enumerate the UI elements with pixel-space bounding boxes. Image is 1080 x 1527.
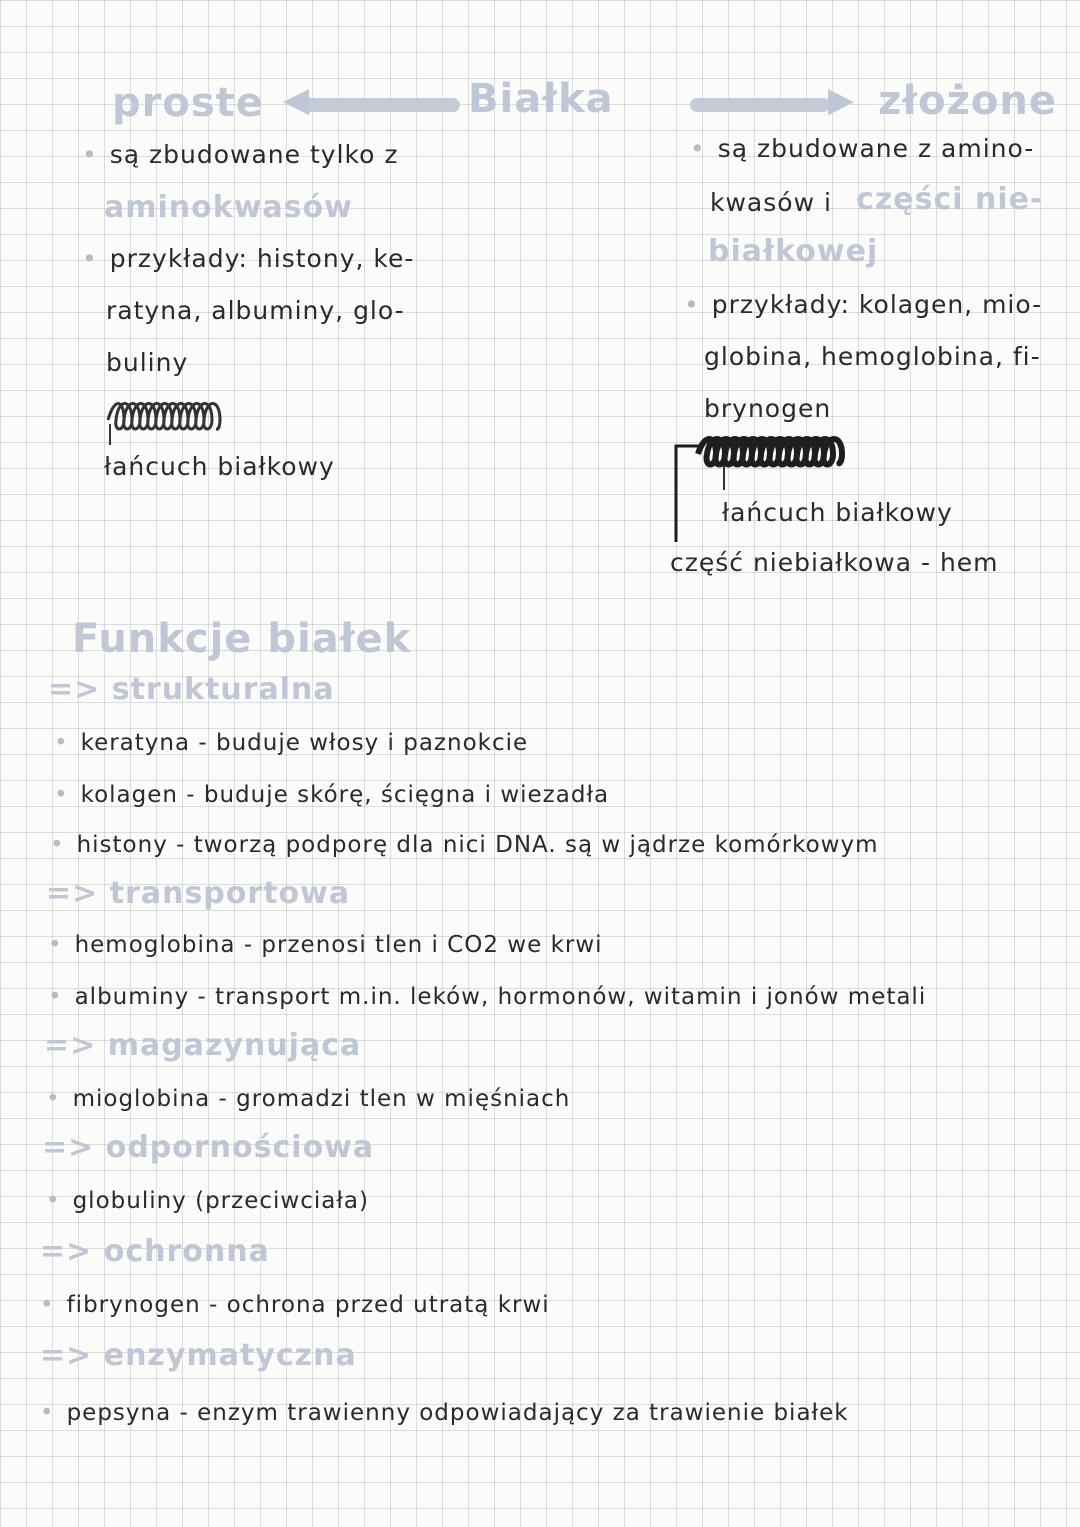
arrow-left-line: [300, 98, 460, 112]
item-mioglobina: • mioglobina - gromadzi tlen w mięśniach: [46, 1086, 570, 1112]
left-chain-label: łańcuch białkowy: [104, 452, 335, 481]
header-right: złożone: [878, 78, 1057, 124]
left-b2-line3: buliny: [106, 348, 189, 377]
section-heading-enzymatyczna: => enzymatyczna: [40, 1338, 357, 1373]
right-part-label: część niebiałkowa - hem: [670, 548, 999, 577]
item-pepsyna: • pepsyna - enzym trawienny odpowiadający za trawienie białek: [40, 1400, 849, 1426]
item-keratyna: • keratyna - buduje włosy i paznokcie: [54, 730, 528, 756]
right-highlight-bialkowej: białkowej: [708, 234, 879, 269]
item-hemoglobina: • hemoglobina - przenosi tlen i CO2 we krwi: [48, 932, 603, 958]
header-title: Białka: [468, 76, 614, 122]
arrow-right-head: ▶: [828, 80, 856, 120]
item-albuminy: • albuminy - transport m.in. leków, hormonów, witamin i jonów metali: [48, 984, 926, 1010]
right-highlight-czesci: części nie-: [856, 182, 1044, 217]
right-bullet-2: • przykłady: kolagen, mio-: [684, 290, 1042, 319]
right-b2-line3: brynogen: [704, 394, 832, 423]
section-heading-odpornosciowa: => odpornościowa: [42, 1130, 375, 1165]
right-b1-line2a: kwasów i: [710, 188, 832, 217]
section-heading-transportowa: => transportowa: [46, 876, 351, 911]
left-chain-drawing: [100, 390, 400, 450]
section-heading-magazynujaca: => magazynująca: [44, 1028, 362, 1063]
left-highlight-aminokwasow: aminokwasów: [104, 190, 353, 225]
left-bullet-2: • przykłady: histony, ke-: [82, 244, 414, 273]
left-bullet-1: • są zbudowane tylko z: [82, 140, 398, 169]
section-heading-ochronna: => ochronna: [40, 1234, 270, 1269]
item-kolagen: • kolagen - buduje skórę, ścięgna i wiezadła: [54, 782, 609, 808]
item-histony: • histony - tworzą podporę dla nici DNA. są w jądrze komórkowym: [50, 832, 879, 858]
right-chain-label: łańcuch białkowy: [722, 498, 953, 527]
section-heading-strukturalna: => strukturalna: [48, 672, 335, 707]
item-globuliny: • globuliny (przeciwciała): [46, 1188, 369, 1214]
left-b2-line2: ratyna, albuminy, glo-: [106, 296, 405, 325]
right-bullet-1: • są zbudowane z amino-: [690, 134, 1034, 163]
header-left: proste: [112, 80, 264, 126]
arrow-left-head: ◀: [283, 80, 311, 120]
arrow-right-line: [690, 98, 830, 112]
functions-title: Funkcje białek: [72, 616, 412, 662]
right-b2-line2: globina, hemoglobina, fi-: [704, 342, 1041, 371]
item-fibrynogen: • fibrynogen - ochrona przed utratą krwi: [40, 1292, 550, 1318]
